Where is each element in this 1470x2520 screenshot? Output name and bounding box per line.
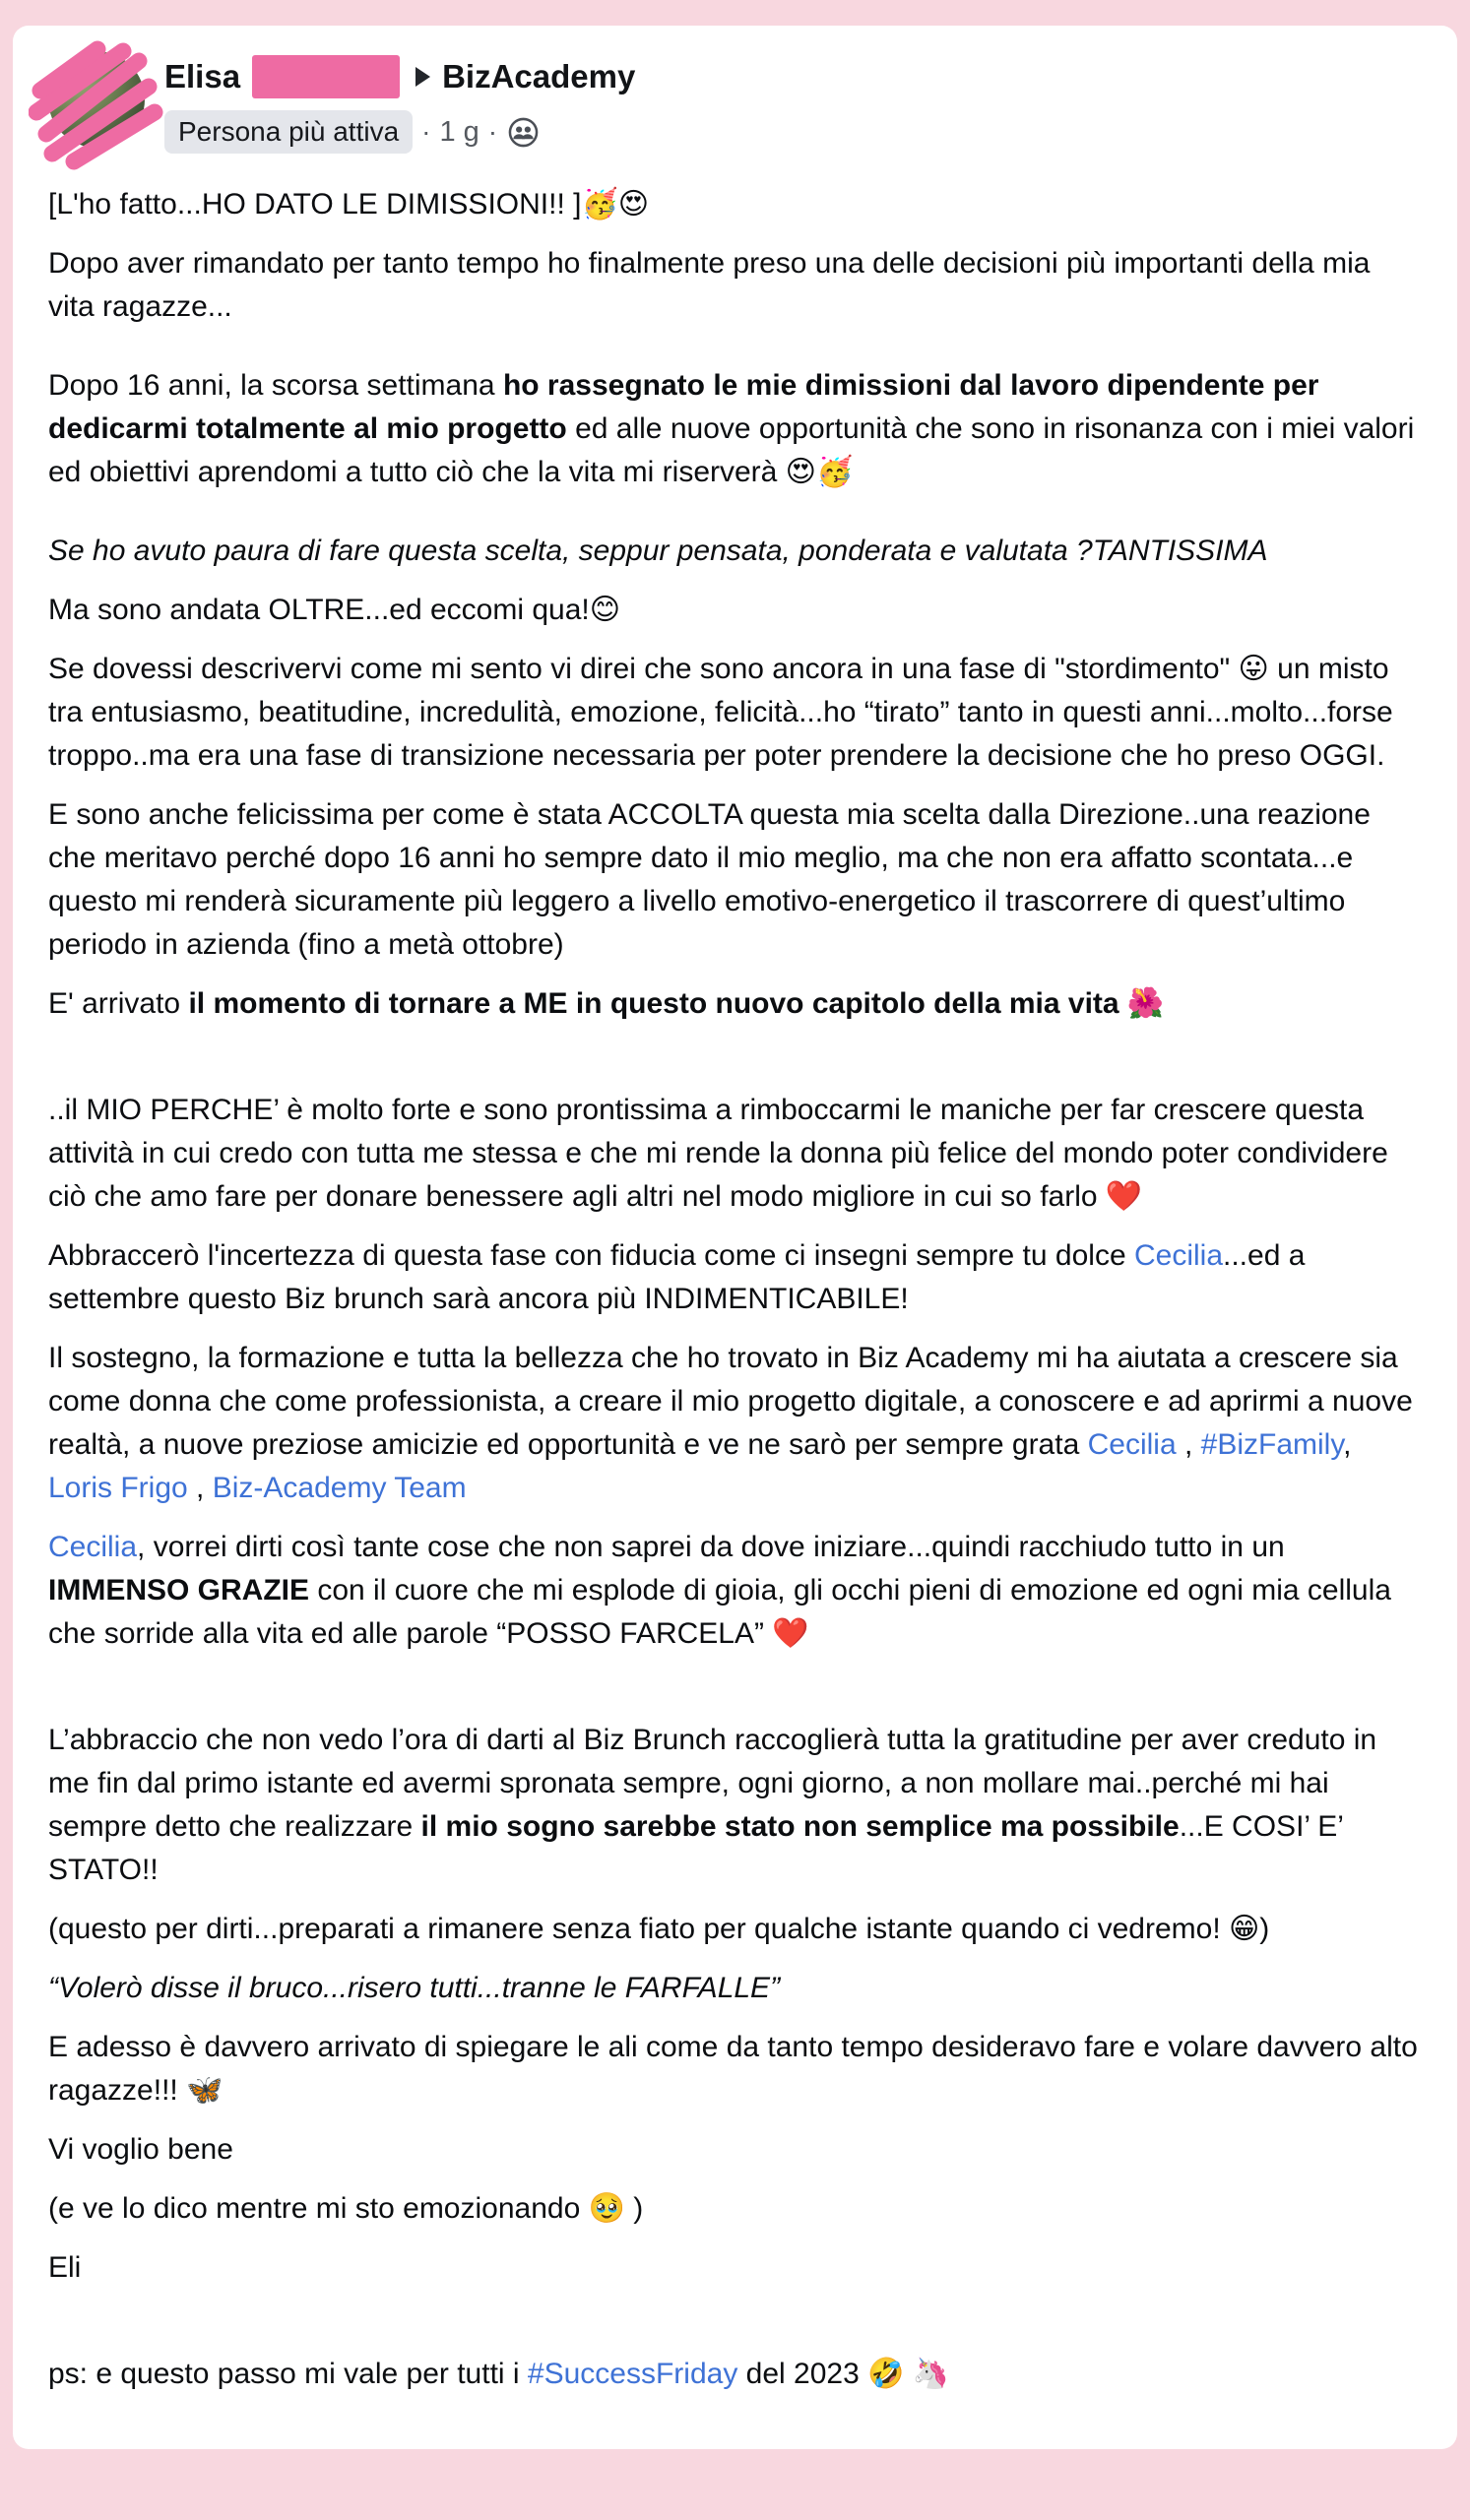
author-surname-redaction xyxy=(252,55,400,98)
post-paragraph xyxy=(48,648,1422,778)
text-run: (questo per dirti...preparati a rimanere senza fiato per qualche istante quando ci vedremo! 😁) xyxy=(48,1913,1270,1945)
post-body xyxy=(48,183,1422,2396)
post-paragraph xyxy=(48,242,1422,329)
text-run: del 2023 🤣 🦄 xyxy=(737,2358,950,2390)
post-paragraph xyxy=(48,1908,1422,1951)
post-paragraph xyxy=(48,364,1422,494)
group-name[interactable]: BizAcademy xyxy=(442,58,636,94)
avatar[interactable] xyxy=(48,51,145,148)
text-run: ed alle nuove opportunità che sono in risonanza con i miei valori ed obiettivi aprendomi a tutto ciò che la vita mi riserverà 😍🥳 xyxy=(48,412,1415,488)
text-run: ...ed a settembre questo Biz brunch sarà ancora più INDIMENTICABILE! xyxy=(48,1239,1306,1315)
timestamp[interactable]: 1 g xyxy=(439,115,479,148)
separator-dot: · xyxy=(421,116,431,147)
meta-row xyxy=(164,110,635,154)
bold-text: ho rassegnato le mie dimissioni dal lavoro dipendente per dedicarmi totalmente al mio progetto xyxy=(48,369,1319,445)
text-run: , xyxy=(1176,1428,1201,1461)
hashtag-link[interactable]: #SuccessFriday xyxy=(527,2358,738,2390)
post-paragraph xyxy=(48,1526,1422,1656)
text-run: E adesso è davvero arrivato di spiegare le ali come da tanto tempo desideravo fare e volare davvero alto ragazze!!! 🦋 xyxy=(48,2031,1418,2107)
bold-text: IMMENSO GRAZIE xyxy=(48,1574,310,1606)
text-run: ..il MIO PERCHE’ è molto forte e sono prontissima a rimboccarmi le maniche per far crescere questa attività in cui credo con tutta me stessa e che mi rende la donna più felice del mondo poter condividere ciò che amo fare per donare benessere agli altri nel modo migliore in cui so farlo ❤️ xyxy=(48,1094,1388,1213)
text-run: con il cuore che mi esplode di gioia, gli occhi pieni di emozione ed ogni mia cellula che sorride alla vita ed alle parole “POSSO FARCELA” ❤️ xyxy=(48,1574,1391,1650)
shared-to-arrow-icon xyxy=(415,67,430,87)
group-audience-icon xyxy=(508,117,539,148)
text-run: Abbraccerò l'incertezza di questa fase con fiducia come ci insegni sempre tu dolce xyxy=(48,1239,1134,1272)
post-paragraph xyxy=(48,1719,1422,1892)
post-paragraph xyxy=(48,2026,1422,2112)
text-run: Dopo aver rimandato per tanto tempo ho finalmente preso una delle decisioni più importanti della mia vita ragazze... xyxy=(48,247,1371,323)
text-run: Dopo 16 anni, la scorsa settimana xyxy=(48,369,503,402)
hashtag-link[interactable]: #BizFamily xyxy=(1200,1428,1344,1461)
mention-link[interactable]: Cecilia xyxy=(48,1531,138,1563)
avatar-photo xyxy=(48,51,145,148)
post-paragraph xyxy=(48,1089,1422,1219)
top-contributor-badge[interactable]: Persona più attiva xyxy=(164,110,413,154)
bold-text: il mio sogno sarebbe stato non semplice ma possibile xyxy=(420,1810,1180,1843)
text-run: Il sostegno, la formazione e tutta la bellezza che ho trovato in Biz Academy mi ha aiutata a crescere sia come donna che come professionista, a creare il mio progetto digitale, a conoscere e ad aprirmi a nuove realtà, a nuove preziose amicizie ed opportunità e ve ne sarò per sempre grata xyxy=(48,1342,1413,1461)
text-run: E' arrivato xyxy=(48,987,189,1020)
italic-text: Se ho avuto paura di fare questa scelta, seppur pensata, ponderata e valutata ?TANTISSIMA xyxy=(48,535,1268,567)
mention-link[interactable]: Cecilia xyxy=(1133,1239,1223,1272)
post-paragraph xyxy=(48,2246,1422,2290)
text-run: Ma sono andata OLTRE...ed eccomi qua!😊 xyxy=(48,594,621,626)
separator-dot: · xyxy=(487,116,498,147)
text-run: E sono anche felicissima per come è stata ACCOLTA questa mia scelta dalla Direzione..una reazione che meritavo perché dopo 16 anni ho sempre dato il mio meglio, ma che non era affatto scontata...e questo mi renderà sicuramente più leggero a livello emotivo-energetico il trascorrere di quest’ultimo periodo in azienda (fino a metà ottobre) xyxy=(48,798,1371,961)
post-paragraph xyxy=(48,2128,1422,2172)
post-paragraph xyxy=(48,2187,1422,2231)
text-run: L’abbraccio che non vedo l’ora di darti al Biz Brunch raccoglierà tutta la gratitudine per aver creduto in me fin dal primo istante ed avermi spronata sempre, ogni giorno, a non mollare mai..perché mi hai sempre detto che realizzare xyxy=(48,1724,1377,1843)
italic-text: “Volerò disse il bruco...risero tutti...tranne le FARFALLE” xyxy=(48,1972,781,2004)
text-run: (e ve lo dico mentre mi sto emozionando 🥹 ) xyxy=(48,2192,644,2225)
text-run: [L'ho fatto...HO DATO LE DIMISSIONI!! ]🥳😍 xyxy=(48,188,650,220)
post-header xyxy=(48,51,1422,154)
post-paragraph xyxy=(48,793,1422,967)
text-run: ...E COSI’ E’ STATO!! xyxy=(48,1810,1343,1886)
mention-link[interactable]: Loris Frigo xyxy=(48,1472,188,1504)
text-run: , xyxy=(1343,1428,1352,1461)
text-run: , xyxy=(187,1472,213,1504)
text-run: Vi voglio bene xyxy=(48,2133,233,2166)
post-paragraph xyxy=(48,183,1422,226)
author-name[interactable]: Elisa xyxy=(164,58,241,94)
post-paragraph xyxy=(48,589,1422,632)
post-paragraph xyxy=(48,1337,1422,1510)
name-row xyxy=(164,53,635,100)
bold-text: il momento di tornare a ME in questo nuovo capitolo della mia vita xyxy=(188,987,1119,1020)
post-paragraph xyxy=(48,1967,1422,2010)
mention-link[interactable]: Cecilia xyxy=(1087,1428,1177,1461)
header-text xyxy=(164,51,635,154)
text-run: 🌺 xyxy=(1118,987,1165,1020)
text-run: ps: e questo passo mi vale per tutti i xyxy=(48,2358,528,2390)
text-run: Se dovessi descrivervi come mi sento vi direi che sono ancora in una fase di "stordimento" 😛 un misto tra entusiasmo, beatitudine, incredulità, emozione, felicità...ho “tirato” tanto in questi anni...molto...forse troppo..ma era una fase di transizione necessaria per poter prendere la decisione che ho preso OGGI. xyxy=(48,653,1393,772)
text-run: , vorrei dirti così tante cose che non saprei da dove iniziare...quindi racchiudo tutto in un xyxy=(137,1531,1285,1563)
post-paragraph xyxy=(48,1234,1422,1321)
post-paragraph xyxy=(48,2353,1422,2396)
post-card xyxy=(13,26,1457,2449)
mention-link[interactable]: Biz-Academy Team xyxy=(212,1472,467,1504)
post-paragraph xyxy=(48,982,1422,1026)
text-run: Eli xyxy=(48,2251,82,2284)
post-paragraph xyxy=(48,530,1422,573)
